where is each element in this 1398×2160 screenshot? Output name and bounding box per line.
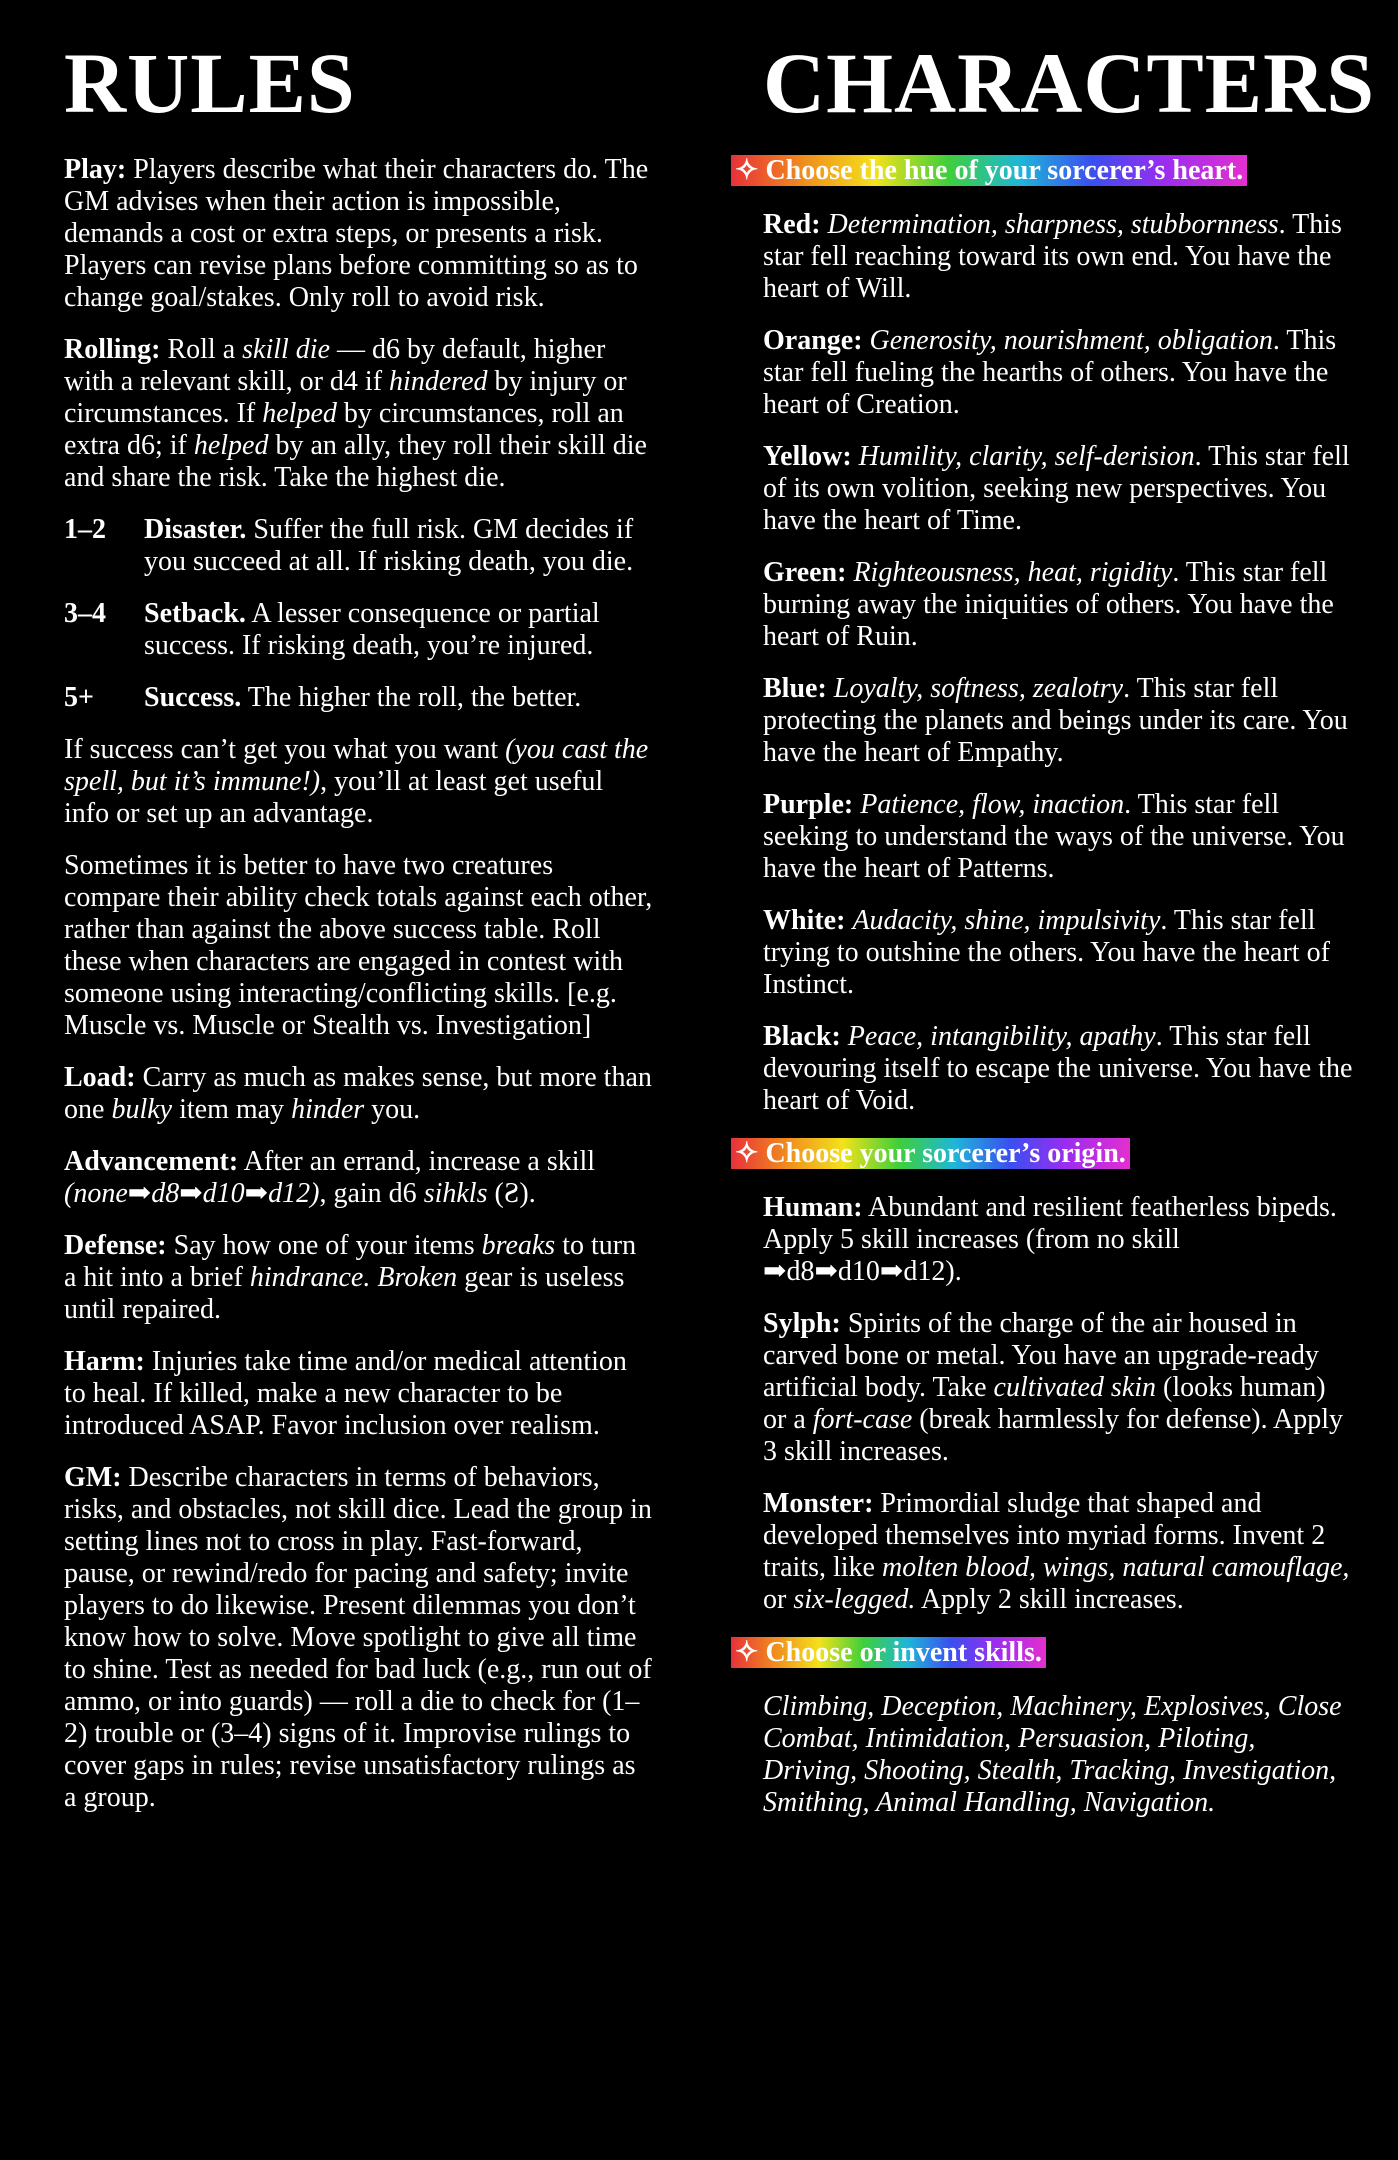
rolling-text: by injury or circumstances. If [64,366,627,429]
outcome-label: Disaster. [144,514,247,545]
play-label: Play: [64,154,127,185]
rolling-emphasis: hindered [389,366,488,397]
success-paragraph [64,734,654,830]
load-emphasis: bulky [111,1094,173,1125]
advancement-text: (Ƨ). [494,1178,536,1209]
advancement-emphasis: (none➡d8➡d10➡d12) [64,1178,320,1209]
rolling-emphasis: skill die [242,334,331,365]
play-text: Players describe what their characters do. The GM advises when their action is impossible, demands a cost or extra steps, or presents a risk. Players can revise plans before committing so as to change goal/stakes. Only roll to avoid risk. [64,154,649,313]
rules-title: RULES [64,35,356,131]
defense-emphasis: hindrance. Broken [249,1262,458,1293]
rolling-text: Roll a [167,334,236,365]
rolling-emphasis: helped [193,430,269,461]
outcome-description: A lesser consequence or partial success. If risking death, you’re injured. [144,598,600,661]
defense-label: Defense: [64,1230,167,1261]
advancement-text: , gain d6 [319,1178,417,1209]
defense-text: to turn a hit into a brief [64,1230,637,1293]
sylph-emphasis: cultivated skin [993,1372,1157,1403]
advancement-emphasis: sihkls [423,1178,488,1209]
monster-emphasis: molten blood, wings, natural camouflage, [881,1552,1350,1583]
hue-entry [763,557,1353,653]
outcome-label: Success. [144,682,242,713]
gm-paragraph [64,1462,654,1814]
harm-label: Harm: [64,1346,145,1377]
hue-text: . This star fell protecting the planets and beings under its care. You have the heart of Empathy. [763,673,1348,768]
outcome-text [144,514,654,578]
advancement-text: After an errand, increase a skill [243,1146,596,1177]
hue-entry [763,1021,1353,1117]
hue-text: . This star fell trying to outshine the others. You have the heart of Instinct. [763,905,1330,1000]
outcome-range: 5+ [64,682,94,713]
rolling-text: by circumstances, roll an extra d6; if [64,398,624,461]
outcome-description: Suffer the full risk. GM decides if you succeed at all. If risking death, you die. [144,514,634,577]
hue-text: . This star fell devouring itself to escape the universe. You have the heart of Void. [763,1021,1353,1116]
hue-label: Purple: [763,789,854,820]
characters-title: CHARACTERS [763,35,1376,131]
rules-column [64,35,654,1834]
contest-paragraph: Sometimes it is better to have two creatures compare their ability check totals against each other, rather than against the above success table. Roll these when characters are engaged in contest with someone using interacting/conflicting skills. [e.g. Muscle vs. Muscle or Stealth vs. Investigation] [64,850,653,1041]
monster-text: or [763,1584,787,1615]
hue-traits: Patience, flow, inaction [860,789,1125,820]
skills-list: Climbing, Deception, Machinery, Explosives, Close Combat, Intimidation, Persuasion, Piloting, Driving, Shooting, Stealth, Tracking, Investigation, Smithing, Animal Handling, Navigation. [763,1691,1342,1818]
hue-section-header [731,154,1353,187]
sylph-text: Spirits of the charge of the air housed in carved bone or metal. You have an upgrade-ready artificial body. Take [763,1308,1319,1403]
hue-entry [763,441,1353,537]
rolling-paragraph [64,334,654,494]
outcome-text [144,682,654,714]
outcome-label: Setback. [144,598,246,629]
hue-entry [763,673,1353,769]
load-emphasis: hinder [291,1094,365,1125]
hue-entry [763,209,1353,305]
success-text: , you’ll at least get useful info or set up an advantage. [64,766,604,829]
hue-text: . This star fell burning away the iniquities of others. You have the heart of Ruin. [763,557,1334,652]
hue-entry [763,905,1353,1001]
gm-label: GM: [64,1462,122,1493]
advancement-label: Advancement: [64,1146,239,1177]
sylph-label: Sylph: [763,1308,841,1339]
sylph-text: (break harmlessly for defense). Apply 3 skill increases. [763,1404,1344,1467]
hue-traits: Determination, sharpness, stubbornness [827,209,1279,240]
load-paragraph [64,1062,654,1126]
success-emphasis: (you cast the spell, but it’s immune!) [64,734,649,797]
hue-traits: Loyalty, softness, zealotry [833,673,1124,704]
monster-paragraph [763,1488,1353,1616]
defense-paragraph [64,1230,654,1326]
outcome-text [144,598,654,662]
hue-text: . This star fell reaching toward its own end. You have the heart of Will. [763,209,1342,304]
outcome-row [64,598,654,662]
skills-header: ✧ Choose or invent skills. [731,1637,1046,1668]
human-paragraph [763,1192,1353,1288]
hue-entry [763,325,1353,421]
hue-header: ✧ Choose the hue of your sorcerer’s heart. [731,155,1247,186]
advancement-paragraph [64,1146,654,1210]
load-text: Carry as much as makes sense, but more than one [64,1062,652,1125]
hue-entry [763,789,1353,885]
hue-label: Black: [763,1021,841,1052]
hue-label: Red: [763,209,821,240]
human-label: Human: [763,1192,863,1223]
defense-emphasis: breaks [481,1230,556,1261]
outcome-description: The higher the roll, the better. [247,682,582,713]
monster-label: Monster: [763,1488,874,1519]
sylph-paragraph [763,1308,1353,1468]
hue-traits: Humility, clarity, self-derision [858,441,1195,472]
rolling-label: Rolling: [64,334,161,365]
origin-section-header [731,1137,1353,1170]
origin-header: ✧ Choose your sorcerer’s origin. [731,1138,1130,1169]
characters-column [735,35,1376,1839]
harm-paragraph [64,1346,654,1442]
hue-label: Yellow: [763,441,852,472]
rolling-text: by an ally, they roll their skill die and share the risk. Take the highest die. [64,430,647,493]
sylph-text: (looks human) or a [763,1372,1326,1435]
hue-traits: Righteousness, heat, rigidity [853,557,1173,588]
gm-text: Describe characters in terms of behaviors, risks, and obstacles, not skill dice. Lead the group in setting lines not to cross in play. Fast-forward, pause, or rewind/redo for pacing and safety; invite players to do likewise. Present dilemmas you don’t know how to solve. Move spotlight to give all time to shine. Test as needed for bad luck (e.g., run out of ammo, or into guards) — roll a die to check for (1– 2) trouble or (3–4) signs of it. Improvise rulings to cover gaps in rules; revise unsatisfactory rulings as a group. [64,1462,652,1813]
load-label: Load: [64,1062,136,1093]
hue-label: Blue: [763,673,827,704]
hue-label: White: [763,905,846,936]
rolling-emphasis: helped [262,398,337,429]
load-text: you. [371,1094,421,1125]
monster-text: Apply 2 skill increases. [920,1584,1184,1615]
hue-text: . This star fell fueling the hearths of others. You have the heart of Creation. [763,325,1337,420]
play-paragraph [64,154,654,314]
hue-traits: Generosity, nourishment, obligation [869,325,1273,356]
defense-text: gear is useless until repaired. [64,1262,625,1325]
success-text: If success can’t get you what you want [64,734,499,765]
outcome-row [64,514,654,578]
outcome-range: 1–2 [64,514,106,545]
skills-section-header [731,1636,1353,1669]
outcome-row [64,682,654,714]
monster-text: Primordial sludge that shaped and developed themselves into myriad forms. Invent 2 traits, like [763,1488,1326,1583]
outcome-range: 3–4 [64,598,106,629]
hue-label: Orange: [763,325,863,356]
sylph-emphasis: fort-case [812,1404,913,1435]
hue-traits: Peace, intangibility, apathy [847,1021,1156,1052]
human-text: Abundant and resilient featherless bipeds. Apply 5 skill increases (from no skill ➡d8➡d10➡d12). [763,1192,1337,1287]
hue-text: . This star fell of its own volition, seeking new perspectives. You have the heart of Time. [763,441,1350,536]
hue-text: . This star fell seeking to understand the ways of the universe. You have the heart of Patterns. [763,789,1345,884]
rolling-text: — d6 by default, higher with a relevant skill, or d4 if [64,334,606,397]
hue-list [763,209,1353,1117]
hue-label: Green: [763,557,847,588]
hue-traits: Audacity, shine, impulsivity [852,905,1161,936]
harm-text: Injuries take time and/or medical attention to heal. If killed, make a new character to be introduced ASAP. Favor inclusion over realism. [64,1346,627,1441]
defense-text: Say how one of your items [173,1230,475,1261]
load-text: item may [179,1094,285,1125]
monster-emphasis: six-legged. [793,1584,916,1615]
